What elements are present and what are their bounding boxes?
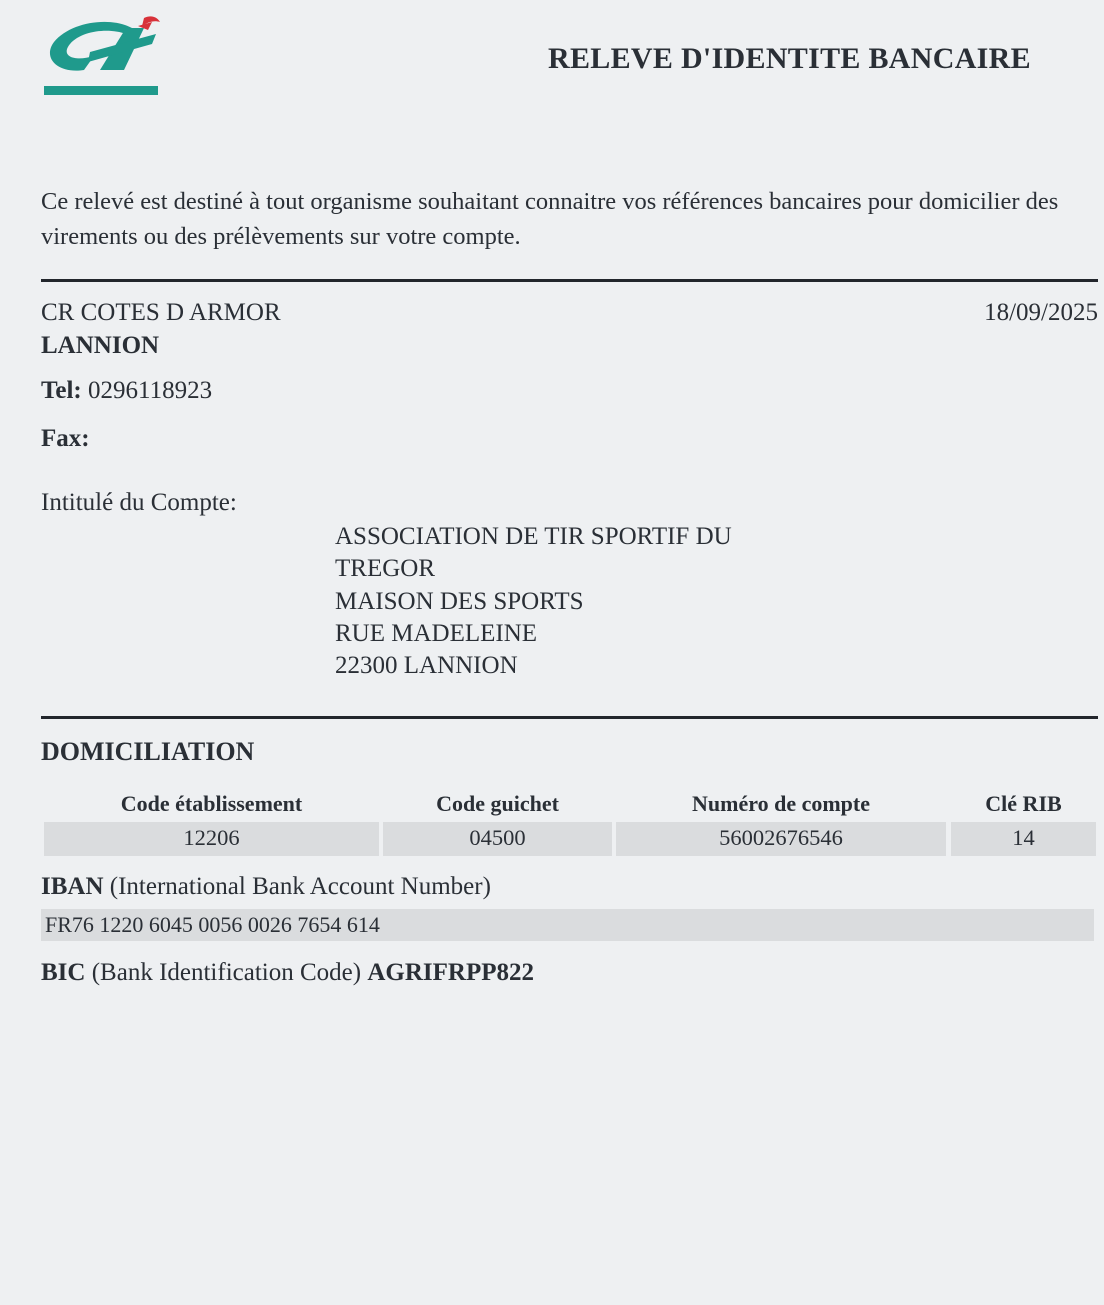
divider <box>41 716 1098 719</box>
tel-label: Tel: <box>41 377 82 404</box>
value-code-etablissement: 12206 <box>44 822 379 856</box>
fax-line <box>41 425 90 453</box>
iban-description: (International Bank Account Number) <box>103 873 491 900</box>
iban-line <box>41 873 491 901</box>
value-cle-rib: 14 <box>951 822 1096 856</box>
account-holder <box>335 521 805 682</box>
header-cle-rib: Clé RIB <box>985 791 1062 816</box>
tel-line <box>41 377 212 405</box>
iban-value: FR76 1220 6045 0056 0026 7654 614 <box>41 909 1094 941</box>
agency-city: LANNION <box>41 332 160 359</box>
bic-line <box>41 959 534 987</box>
header-numero-compte: Numéro de compte <box>692 791 870 816</box>
document-title: RELEVE D'IDENTITE BANCAIRE <box>548 42 1031 75</box>
bic-value: AGRIFRPP822 <box>367 959 534 986</box>
holder-line: MAISON DES SPORTS <box>335 587 584 615</box>
value-numero-compte: 56002676546 <box>616 822 946 856</box>
iban-label: IBAN <box>41 873 104 900</box>
rib-header-row <box>44 788 1096 822</box>
bic-label: BIC <box>41 959 86 986</box>
credit-agricole-logo <box>40 12 162 100</box>
holder-line: TREGOR <box>335 555 435 583</box>
header-code-etablissement: Code établissement <box>120 791 303 816</box>
divider <box>41 279 1098 282</box>
tel-value: 0296118923 <box>88 377 213 404</box>
fax-label: Fax: <box>41 425 90 452</box>
domiciliation-title: DOMICILIATION <box>41 737 255 766</box>
holder-line: RUE MADELEINE <box>335 619 538 647</box>
value-code-guichet: 04500 <box>383 822 612 856</box>
bic-description: (Bank Identification Code) <box>85 959 368 986</box>
agency-name: CR COTES D ARMOR <box>41 299 281 326</box>
holder-line: 22300 LANNION <box>335 652 518 680</box>
rib-value-row <box>44 822 1096 856</box>
account-label: Intitulé du Compte: <box>41 489 237 516</box>
header-code-guichet: Code guichet <box>436 791 559 816</box>
agency-block <box>41 296 281 362</box>
document-date: 18/09/2025 <box>984 299 1098 326</box>
holder-line: ASSOCIATION DE TIR SPORTIF DU <box>335 523 732 550</box>
intro-text: Ce relevé est destiné à tout organisme souhaitant connaitre vos références bancaires pour domicilier des virements ou des prélèvements sur votre compte. <box>41 188 1059 250</box>
